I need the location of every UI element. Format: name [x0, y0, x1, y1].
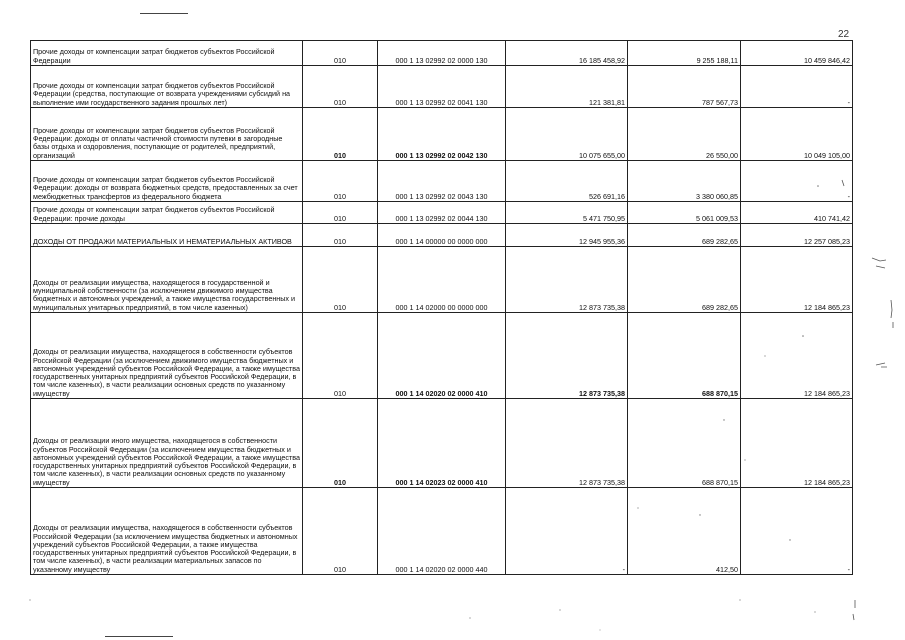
- row-code: 010: [303, 41, 378, 66]
- scan-noise-marks: [842, 180, 893, 620]
- row-value-2: 787 567,73: [628, 66, 741, 108]
- row-value-2: 26 550,00: [628, 108, 741, 161]
- row-code: 010: [303, 108, 378, 161]
- row-kbk: 000 1 14 02020 02 0000 410: [378, 313, 506, 399]
- row-kbk: 000 1 14 00000 00 0000 000: [378, 224, 506, 247]
- row-value-2: 689 282,65: [628, 247, 741, 313]
- row-code: 010: [303, 161, 378, 202]
- row-value-3: 12 184 865,23: [741, 399, 853, 488]
- row-name: Доходы от реализации имущества, находящегося в государственной и муниципальной собственности (за исключением движимого имущества бюджетных и автономных учреждений, а также имущества государственных и муниципальных унитарных предприятий, в том числе казенных): [31, 247, 303, 313]
- bottom-rule: [105, 636, 173, 637]
- row-code: 010: [303, 488, 378, 575]
- scan-dots: [29, 185, 818, 630]
- row-value-2: 3 380 060,85: [628, 161, 741, 202]
- row-kbk: 000 1 14 02020 02 0000 440: [378, 488, 506, 575]
- row-value-1: 526 691,16: [506, 161, 628, 202]
- row-value-1: -: [506, 488, 628, 575]
- row-name: Прочие доходы от компенсации затрат бюджетов субъектов Российской Федерации: [31, 41, 303, 66]
- row-value-3: 10 049 105,00: [741, 108, 853, 161]
- row-kbk: 000 1 13 02992 02 0041 130: [378, 66, 506, 108]
- row-code: 010: [303, 224, 378, 247]
- row-value-2: 9 255 188,11: [628, 41, 741, 66]
- row-code: 010: [303, 247, 378, 313]
- row-kbk: 000 1 13 02992 02 0042 130: [378, 108, 506, 161]
- row-kbk: 000 1 14 02000 00 0000 000: [378, 247, 506, 313]
- row-name: Прочие доходы от компенсации затрат бюджетов субъектов Российской Федерации: доходы от оплаты частичной стоимости путевки в загородные базы отдыха и оздоровления, поступающие от родителей, предприятий, организаций: [31, 108, 303, 161]
- row-kbk: 000 1 13 02992 02 0044 130: [378, 202, 506, 224]
- row-name: Доходы от реализации имущества, находящегося в собственности субъектов Российской Федерации (за исключением имущества бюджетных и автономных учреждений субъектов Российской Федерации, а также имущества государственных унитарных предприятий субъектов Российской Федерации, в том числе казенных), в части реализации материальных запасов по указанному имуществу: [31, 488, 303, 575]
- row-value-3: -: [741, 488, 853, 575]
- row-name: Прочие доходы от компенсации затрат бюджетов субъектов Российской Федерации: доходы от возврата бюджетных средств, предоставленных за счет межбюджетных трансфертов из федерального бюджета: [31, 161, 303, 202]
- row-value-2: 688 870,15: [628, 399, 741, 488]
- row-value-1: 12 873 735,38: [506, 313, 628, 399]
- row-value-2: 689 282,65: [628, 224, 741, 247]
- row-code: 010: [303, 313, 378, 399]
- row-name: ДОХОДЫ ОТ ПРОДАЖИ МАТЕРИАЛЬНЫХ И НЕМАТЕРИАЛЬНЫХ АКТИВОВ: [31, 224, 303, 247]
- row-value-1: 5 471 750,95: [506, 202, 628, 224]
- row-value-1: 16 185 458,92: [506, 41, 628, 66]
- row-value-3: -: [741, 161, 853, 202]
- row-name: Прочие доходы от компенсации затрат бюджетов субъектов Российской Федерации (средства, поступающие от возврата учреждениями субсидий на выполнение ими государственного задания прошлых лет): [31, 66, 303, 108]
- row-value-3: 410 741,42: [741, 202, 853, 224]
- row-name: Доходы от реализации имущества, находящегося в собственности субъектов Российской Федерации (за исключением движимого имущества бюджетных и автономных учреждений субъектов Российской Федерации, а также имущества государственных унитарных предприятий субъектов Российской Федерации, в том числе казенных), в части реализации основных средств по указанному имуществу: [31, 313, 303, 399]
- row-value-2: 688 870,15: [628, 313, 741, 399]
- page-number: 22: [838, 29, 850, 40]
- row-value-1: 12 873 735,38: [506, 247, 628, 313]
- row-code: 010: [303, 399, 378, 488]
- row-kbk: 000 1 13 02992 02 0043 130: [378, 161, 506, 202]
- row-kbk: 000 1 13 02992 02 0000 130: [378, 41, 506, 66]
- row-value-3: 12 184 865,23: [741, 313, 853, 399]
- row-value-3: 10 459 846,42: [741, 41, 853, 66]
- row-kbk: 000 1 14 02023 02 0000 410: [378, 399, 506, 488]
- row-value-1: 10 075 655,00: [506, 108, 628, 161]
- row-code: 010: [303, 66, 378, 108]
- row-value-3: 12 184 865,23: [741, 247, 853, 313]
- row-name: Доходы от реализации иного имущества, находящегося в собственности субъектов Российской Федерации (за исключением имущества бюджетных и автономных учреждений субъектов Российской Федерации, а также имущества государственных унитарных предприятий субъектов Российской Федерации, в том числе казенных), в части реализации основных средств по указанному имуществу: [31, 399, 303, 488]
- row-value-1: 12 945 955,36: [506, 224, 628, 247]
- row-value-2: 5 061 009,53: [628, 202, 741, 224]
- row-value-1: 121 381,81: [506, 66, 628, 108]
- row-value-1: 12 873 735,38: [506, 399, 628, 488]
- row-value-3: 12 257 085,23: [741, 224, 853, 247]
- row-code: 010: [303, 202, 378, 224]
- row-name: Прочие доходы от компенсации затрат бюджетов субъектов Российской Федерации: прочие доходы: [31, 202, 303, 224]
- row-value-2: 412,50: [628, 488, 741, 575]
- row-value-3: -: [741, 66, 853, 108]
